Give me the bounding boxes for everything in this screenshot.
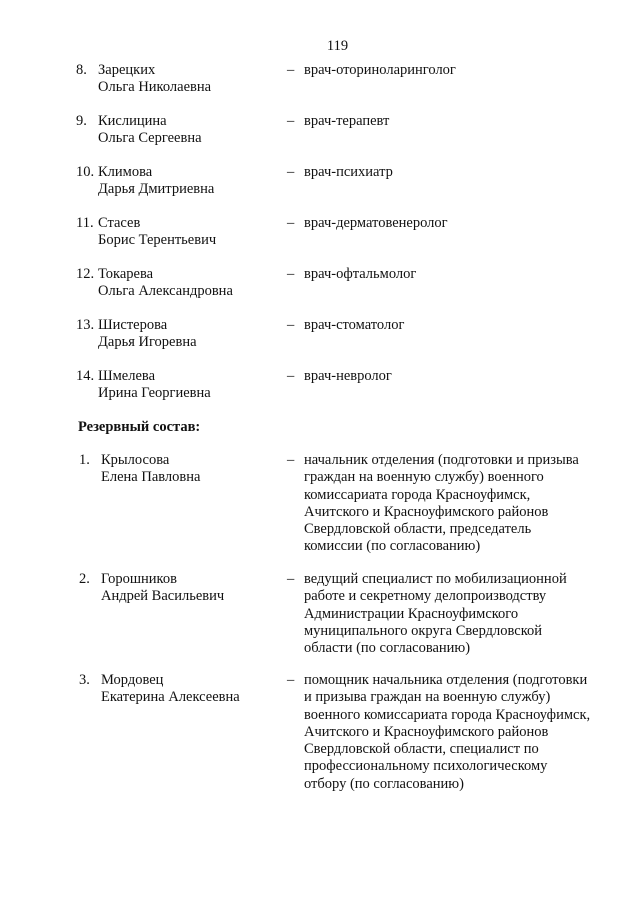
dash: – [287,164,295,180]
member-surname: Крылосова [101,452,170,468]
member-number: 13. [76,317,95,333]
role-line: ведущий специалист по мобилизационной [304,571,567,587]
member-name [98,164,288,198]
role-line: Администрации Красноуфимского [304,605,519,622]
role-line: Свердловской области, специалист по [304,741,539,758]
role-line: муниципального округа Свердловской [304,622,543,639]
member-name [98,113,288,147]
page-number: 119 [326,38,349,54]
role-line: Свердловской области, председатель [304,521,532,538]
member-number: 9. [76,113,87,129]
member-number: 2. [79,571,90,587]
member-role: врач-терапевт [304,113,390,129]
member-name [101,571,291,605]
member-given-name: Дарья Игоревна [98,334,197,350]
member-given-name: Ирина Георгиевна [98,385,211,401]
member-given-name: Ольга Александровна [98,283,233,299]
dash: – [287,62,295,78]
role-line: отбору (по согласованию) [304,775,464,792]
member-surname: Горошников [101,571,177,587]
member-surname: Стасев [98,215,141,231]
reserve-heading: Резервный состав: [78,419,201,435]
role-line: граждан на военную службу) военного [304,469,544,486]
member-role: врач-стоматолог [304,317,405,333]
member-given-name: Андрей Васильевич [101,588,225,604]
member-surname: Кислицина [98,113,167,129]
dash: – [287,317,295,333]
member-name [101,672,291,706]
role-line: Ачитского и Красноуфимского районов [304,723,549,740]
member-role: врач-невролог [304,368,392,384]
member-surname: Токарева [98,266,154,282]
member-name [98,317,288,351]
dash: – [287,672,295,688]
dash: – [287,266,295,282]
member-number: 3. [79,672,90,688]
member-surname: Зарецких [98,62,156,78]
member-role: врач-дерматовенеролог [304,215,448,231]
member-number: 12. [76,266,95,282]
member-name [98,368,288,402]
dash: – [287,571,295,587]
member-role: врач-офтальмолог [304,266,417,282]
member-name [98,215,288,249]
role-line: области (по согласованию) [304,640,471,657]
member-given-name: Ольга Сергеевна [98,130,202,146]
member-number: 11. [76,215,94,231]
member-given-name: Ольга Николаевна [98,79,212,95]
role-line: профессиональному психологическому [304,758,548,775]
member-role [304,571,614,657]
role-line: комиссариата города Красноуфимск, [304,486,531,503]
role-line: комиссии (по согласованию) [304,538,481,555]
role-line: начальник отделения (подготовки и призыва [304,452,579,468]
member-role: врач-оториноларинголог [304,62,456,78]
member-name [101,452,291,486]
member-role: врач-психиатр [304,164,393,180]
role-line: помощник начальника отделения (подготовки [304,672,588,688]
member-given-name: Екатерина Алексеевна [101,689,240,705]
member-number: 8. [76,62,87,78]
dash: – [287,113,295,129]
member-number: 1. [79,452,90,468]
role-line: Ачитского и Красноуфимского районов [304,503,549,520]
role-line: работе и секретному делопроизводству [304,588,547,605]
role-line: военного комиссариата города Красноуфимск, [304,706,591,723]
dash: – [287,368,295,384]
member-surname: Шистерова [98,317,168,333]
member-role [304,452,614,556]
member-given-name: Елена Павловна [101,469,201,485]
dash: – [287,215,295,231]
dash: – [287,452,295,468]
member-role [304,672,614,793]
member-name [98,266,288,300]
member-surname: Шмелева [98,368,156,384]
member-given-name: Борис Терентьевич [98,232,217,248]
member-surname: Мордовец [101,672,164,688]
member-number: 10. [76,164,95,180]
member-given-name: Дарья Дмитриевна [98,181,215,197]
member-number: 14. [76,368,95,384]
member-surname: Климова [98,164,153,180]
role-line: и призыва граждан на военную службу) [304,689,551,706]
member-name [98,62,288,96]
